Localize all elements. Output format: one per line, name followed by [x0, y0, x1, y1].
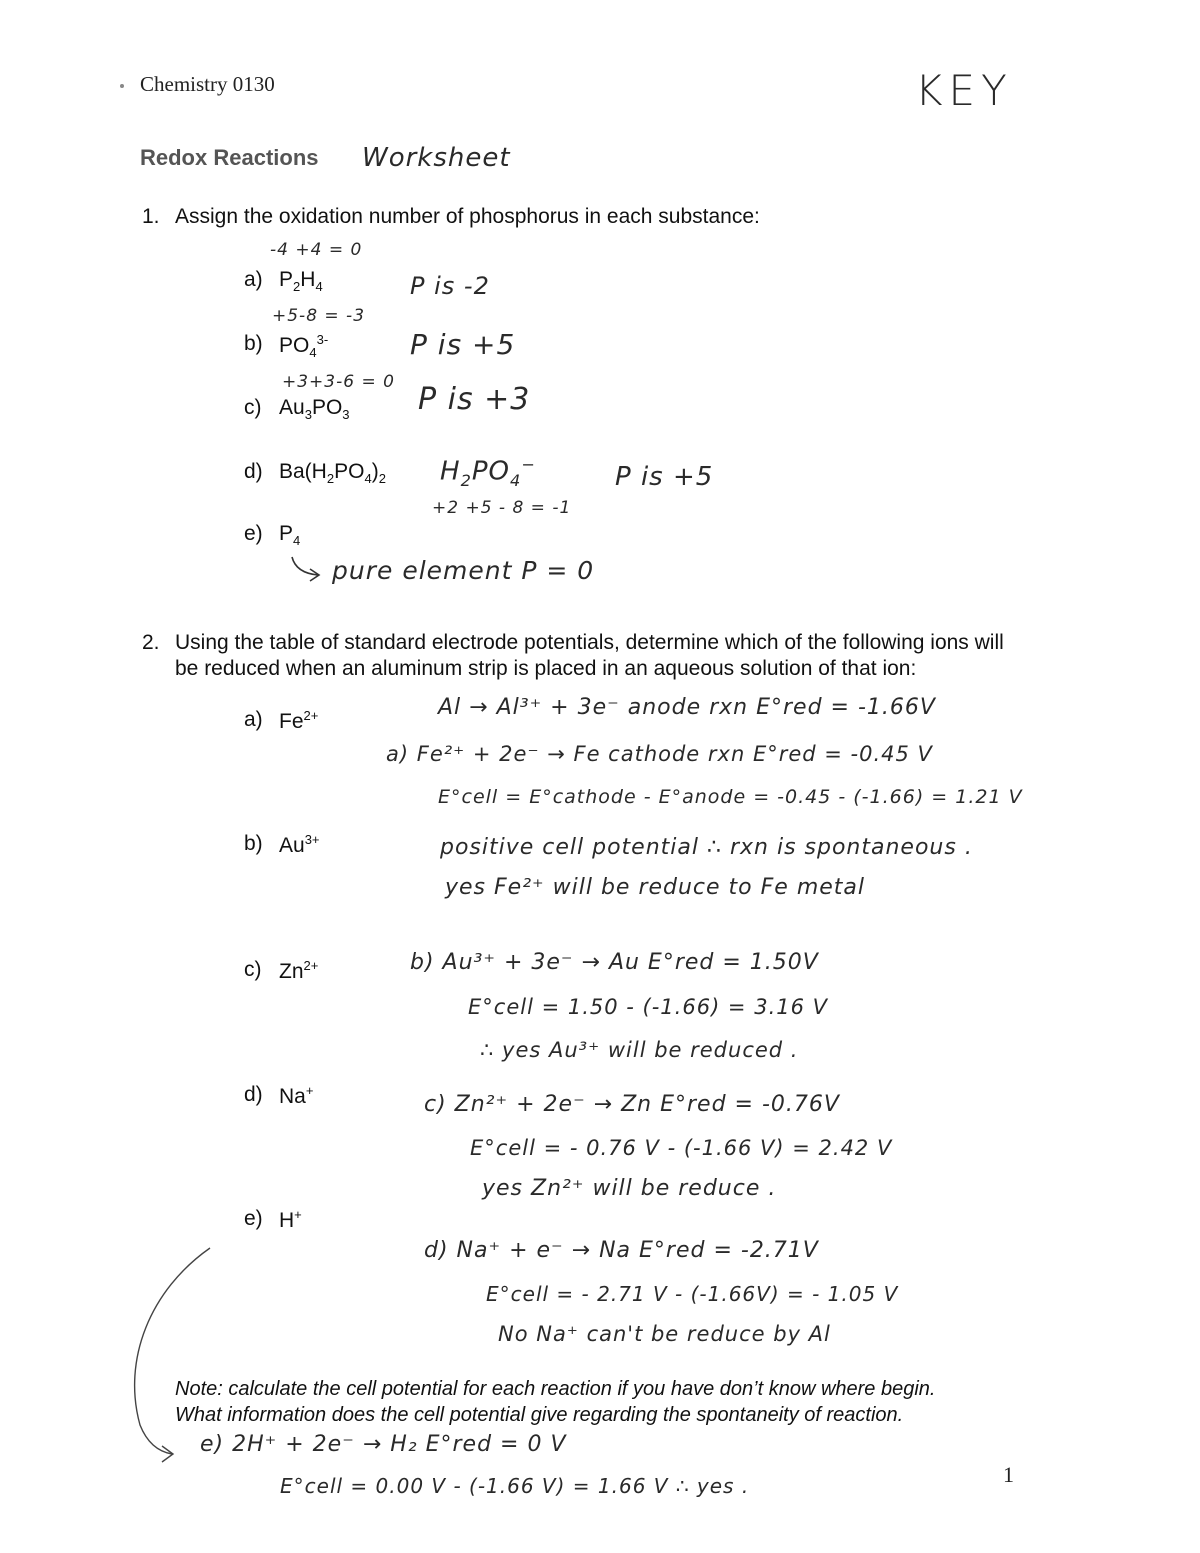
q1c-answer: P is +3: [418, 382, 531, 417]
work-a-line2: E°cell = E°cathode - E°anode = -0.45 - (-1.66) = 1.21 V: [438, 786, 1023, 808]
q1d-answer: P is +5: [615, 462, 714, 492]
work-b-line2: E°cell = 1.50 - (-1.66) = 3.16 V: [468, 995, 829, 1019]
arrow-icon: [288, 553, 328, 583]
q1a-letter: a): [244, 268, 263, 291]
q2b-ion: $Au^{3+}$: [279, 832, 320, 857]
question-1-number: 1.: [142, 205, 160, 228]
work-a-line3: positive cell potential ∴ rxn is spontaneous .: [440, 835, 973, 860]
work-c-line1: c) Zn²⁺ + 2e⁻ → Zn E°red = -0.76V: [424, 1092, 840, 1117]
work-b-line3: ∴ yes Au³⁺ will be reduced .: [480, 1038, 799, 1062]
q2c-ion: $Zn^{2+}$: [279, 958, 319, 983]
work-c-line3: yes Zn²⁺ will be reduce .: [482, 1176, 777, 1201]
q2d-ion: Na+: [279, 1083, 314, 1108]
q2a-letter: a): [244, 708, 263, 731]
q1d-letter: d): [244, 460, 263, 483]
q1b-answer: P is +5: [410, 328, 516, 361]
work-a-line4: yes Fe²⁺ will be reduce to Fe metal: [445, 875, 865, 900]
work-d-line2: E°cell = - 2.71 V - (-1.66V) = - 1.05 V: [486, 1282, 899, 1306]
work-e-line2: E°cell = 0.00 V - (-1.66 V) = 1.66 V ∴ yes .: [280, 1474, 750, 1498]
q1b-work: +5-8 = -3: [272, 306, 366, 326]
note-line2: What information does the cell potential give regarding the spontaneity of reaction.: [175, 1404, 904, 1426]
work-d-line1: d) Na⁺ + e⁻ → Na E°red = -2.71V: [424, 1238, 819, 1263]
q2c-letter: c): [244, 958, 262, 981]
q1c-formula: $Au_3PO_3$: [279, 396, 350, 423]
q2a-ion: $Fe^{2+}$: [279, 708, 319, 733]
question-2-number: 2.: [142, 631, 160, 654]
q1b-letter: b): [244, 332, 263, 355]
work-anode-line: Al → Al³⁺ + 3e⁻ anode rxn E°red = -1.66V: [438, 695, 936, 720]
work-e-line1: e) 2H⁺ + 2e⁻ → H₂ E°red = 0 V: [200, 1432, 567, 1457]
q1c-work: +3+3-6 = 0: [282, 372, 395, 392]
q1e-formula: $P_4$: [279, 522, 301, 549]
q1d-work: +2 +5 - 8 = -1: [432, 498, 572, 518]
q1b-formula: $PO_4^{3-}$: [279, 332, 329, 361]
course-title: Chemistry 0130: [140, 72, 275, 96]
q1a-formula: $P_2H_4$: [279, 268, 323, 295]
q1c-letter: c): [244, 396, 262, 419]
note-line1: Note: calculate the cell potential for each reaction if you have don’t know where begin.: [175, 1378, 936, 1400]
q1d-formula: $Ba(H_2PO_4)_2$: [279, 460, 386, 487]
q2e-ion: H+: [279, 1207, 302, 1232]
question-1-prompt: Assign the oxidation number of phosphorus in each substance:: [175, 205, 760, 228]
q2e-letter: e): [244, 1207, 263, 1230]
scan-speck: [120, 84, 124, 88]
q1e-answer: pure element P = 0: [332, 556, 595, 585]
q2b-letter: b): [244, 832, 263, 855]
question-2-prompt-line1: Using the table of standard electrode potentials, determine which of the following ions will: [175, 631, 1004, 654]
q1a-work: -4 +4 = 0: [270, 240, 363, 260]
work-c-line2: E°cell = - 0.76 V - (-1.66 V) = 2.42 V: [470, 1136, 893, 1160]
worksheet-title: Redox Reactions: [140, 145, 319, 170]
q2d-letter: d): [244, 1083, 263, 1106]
work-b-line1: b) Au³⁺ + 3e⁻ → Au E°red = 1.50V: [410, 950, 819, 975]
worksheet-title-handwritten: Worksheet: [362, 143, 511, 173]
key-mark: KEY: [915, 66, 1013, 115]
q1d-ion: $H_2PO_4^-$: [440, 455, 536, 490]
q1a-answer: P is -2: [410, 272, 490, 300]
work-d-line3: No Na⁺ can't be reduce by Al: [498, 1322, 831, 1346]
page-number: 1: [1003, 1462, 1014, 1487]
question-2-prompt-line2: be reduced when an aluminum strip is placed in an aqueous solution of that ion:: [175, 657, 917, 680]
work-a-line1: a) Fe²⁺ + 2e⁻ → Fe cathode rxn E°red = -0.45 V: [386, 742, 933, 766]
q1e-letter: e): [244, 522, 263, 545]
